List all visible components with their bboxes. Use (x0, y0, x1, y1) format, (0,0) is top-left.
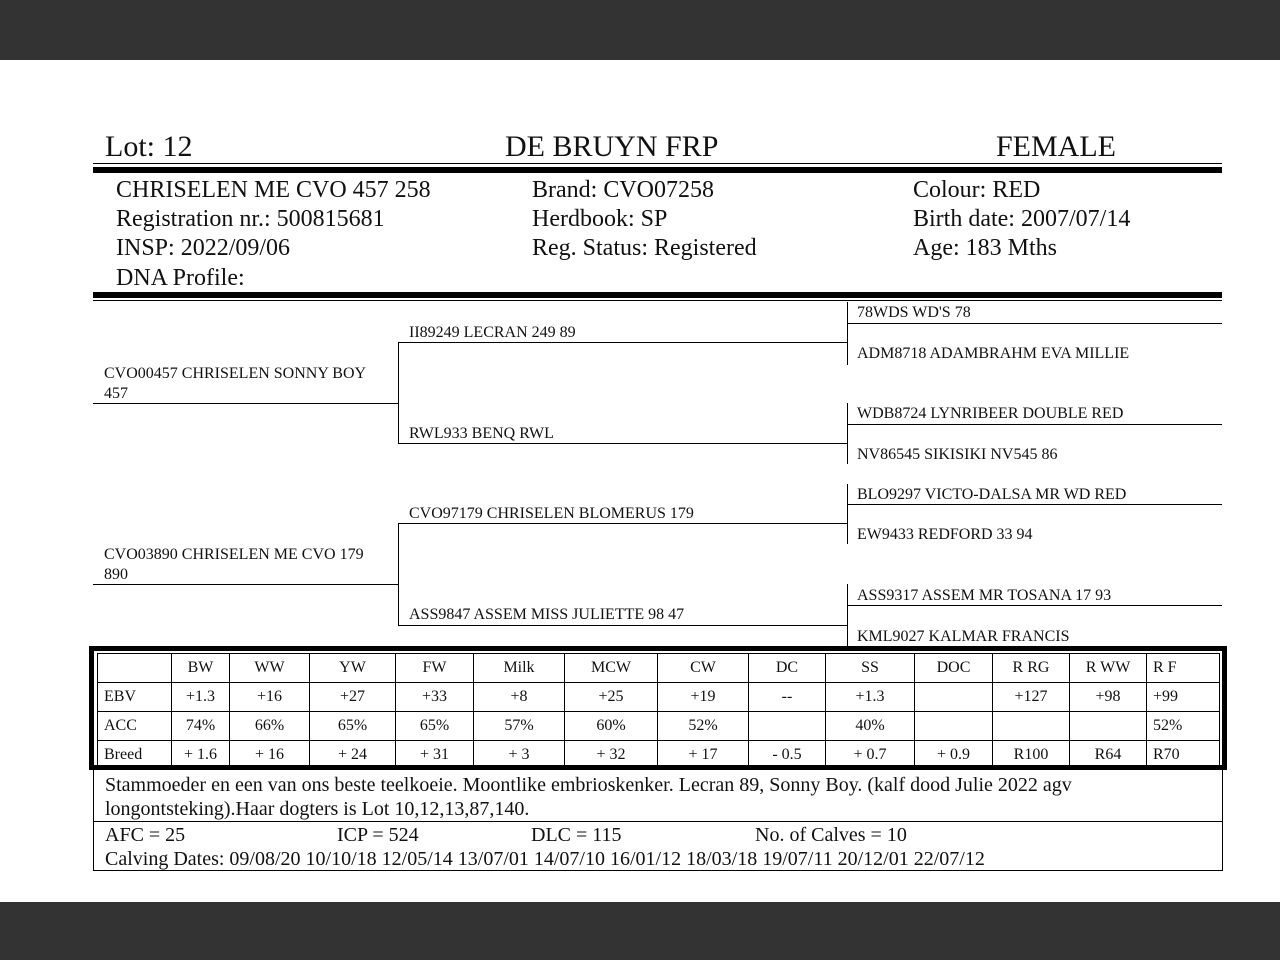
breed-row (98, 741, 1220, 770)
comment-box (93, 769, 1223, 822)
table-cell: +98 (1070, 683, 1147, 712)
pedigree-dam-dam: ASS9847 ASSEM MISS JULIETTE 98 47 (409, 606, 685, 623)
pedigree-dds: ASS9317 ASSEM MR TOSANA 17 93 (857, 587, 1112, 604)
table-cell: 40% (826, 712, 915, 741)
calving-box (93, 821, 1223, 871)
table-cell: 52% (658, 712, 749, 741)
table-cell: +127 (993, 683, 1070, 712)
table-cell: 74% (172, 712, 230, 741)
table-cell (1070, 712, 1147, 741)
table-cell: 66% (230, 712, 310, 741)
table-cell: +25 (565, 683, 658, 712)
calves-count: No. of Calves = 10 (755, 824, 907, 846)
herdbook: Herdbook: SP (532, 206, 668, 232)
row-label: ACC (98, 712, 172, 741)
table-cell: +27 (310, 683, 396, 712)
pedigree-dam: CVO03890 CHRISELEN ME CVO 179 890 (104, 546, 364, 583)
table-cell: 52% (1147, 712, 1220, 741)
table-cell: BW (172, 654, 230, 683)
calving-dates: Calving Dates: 09/08/20 10/10/18 12/05/14 13/07/01 14/07/10 16/01/12 18/03/18 19/07/11 20/12/01 22/07/12 (105, 848, 985, 870)
header-thin-rule (93, 163, 1222, 164)
table-cell: 65% (310, 712, 396, 741)
table-cell (915, 683, 993, 712)
brand: Brand: CVO07258 (532, 177, 714, 203)
dna-profile: DNA Profile: (116, 265, 245, 291)
pedigree-sire-dam: RWL933 BENQ RWL (409, 425, 554, 442)
table-cell: DC (749, 654, 826, 683)
table-cell: R RG (993, 654, 1070, 683)
table-cell: + 3 (474, 741, 565, 770)
table-cell: + 31 (396, 741, 474, 770)
table-cell: R100 (993, 741, 1070, 770)
table-cell: R64 (1070, 741, 1147, 770)
table-cell: Milk (474, 654, 565, 683)
pedigree-sds: WDB8724 LYNRIBEER DOUBLE RED (857, 405, 1124, 422)
header-thick-rule (93, 167, 1222, 173)
table-cell: + 24 (310, 741, 396, 770)
colour: Colour: RED (913, 177, 1041, 203)
top-letterbox-bar (0, 0, 1280, 60)
pedigree-sire: CVO00457 CHRISELEN SONNY BOY 457 (104, 365, 366, 402)
table-cell: +1.3 (172, 683, 230, 712)
inspection-date: INSP: 2022/09/06 (116, 235, 291, 261)
table-cell: + 1.6 (172, 741, 230, 770)
table-cell: + 17 (658, 741, 749, 770)
table-cell (98, 654, 172, 683)
row-label: EBV (98, 683, 172, 712)
pedigree-dsd: EW9433 REDFORD 33 94 (857, 526, 1033, 543)
table-cell: FW (396, 654, 474, 683)
table-cell (749, 712, 826, 741)
table-cell: 65% (396, 712, 474, 741)
birth-date: Birth date: 2007/07/14 (913, 206, 1131, 232)
table-cell: + 16 (230, 741, 310, 770)
table-cell: 60% (565, 712, 658, 741)
ebv-header-row (98, 654, 1220, 683)
table-cell: +33 (396, 683, 474, 712)
acc-row (98, 712, 1220, 741)
breeder-name: DE BRUYN FRP (505, 130, 719, 163)
age: Age: 183 Mths (913, 235, 1057, 261)
table-cell: SS (826, 654, 915, 683)
pedigree-sss: 78WDS WD'S 78 (857, 304, 971, 321)
afc-value: AFC = 25 (105, 824, 186, 846)
info-thick-rule (93, 292, 1222, 298)
pedigree-sdd: NV86545 SIKISIKI NV545 86 (857, 446, 1058, 463)
comment-line-1: Stammoeder en een van ons beste teelkoeie. Moontlike embrioskenker. Lecran 89, Sonny Boy. (kalf dood Julie 2022 agv (105, 774, 1072, 796)
row-label: Breed (98, 741, 172, 770)
registration-number: Registration nr.: 500815681 (116, 206, 385, 232)
table-cell: +19 (658, 683, 749, 712)
table-cell: R F (1147, 654, 1220, 683)
table-cell: +16 (230, 683, 310, 712)
ebv-table (97, 653, 1220, 770)
table-cell: R70 (1147, 741, 1220, 770)
table-cell (915, 712, 993, 741)
sex-label: FEMALE (996, 130, 1116, 163)
table-cell (993, 712, 1070, 741)
table-cell: +1.3 (826, 683, 915, 712)
table-cell: CW (658, 654, 749, 683)
table-cell: -- (749, 683, 826, 712)
info-thin-rule (93, 300, 1222, 301)
pedigree-dam-sire: CVO97179 CHRISELEN BLOMERUS 179 (409, 505, 694, 522)
table-cell: 57% (474, 712, 565, 741)
registration-status: Reg. Status: Registered (532, 235, 757, 261)
pedigree-dss: BLO9297 VICTO-DALSA MR WD RED (857, 486, 1127, 503)
table-cell: YW (310, 654, 396, 683)
table-cell: DOC (915, 654, 993, 683)
bottom-letterbox-bar (0, 902, 1280, 960)
dlc-value: DLC = 115 (531, 824, 622, 846)
icp-value: ICP = 524 (337, 824, 419, 846)
table-cell: MCW (565, 654, 658, 683)
ebv-row (98, 683, 1220, 712)
table-cell: +99 (1147, 683, 1220, 712)
table-cell: + 0.7 (826, 741, 915, 770)
table-cell: + 32 (565, 741, 658, 770)
table-cell: - 0.5 (749, 741, 826, 770)
table-cell: R WW (1070, 654, 1147, 683)
comment-line-2: longontsteking).Haar dogters is Lot 10,12,13,87,140. (105, 798, 530, 820)
table-cell: WW (230, 654, 310, 683)
table-cell: +8 (474, 683, 565, 712)
lot-number: Lot: 12 (105, 130, 193, 163)
pedigree-ddd: KML9027 KALMAR FRANCIS (857, 628, 1070, 645)
table-cell: + 0.9 (915, 741, 993, 770)
animal-name: CHRISELEN ME CVO 457 258 (116, 177, 431, 203)
pedigree-sire-sire: II89249 LECRAN 249 89 (409, 324, 576, 341)
pedigree-ssd: ADM8718 ADAMBRAHM EVA MILLIE (857, 345, 1130, 362)
